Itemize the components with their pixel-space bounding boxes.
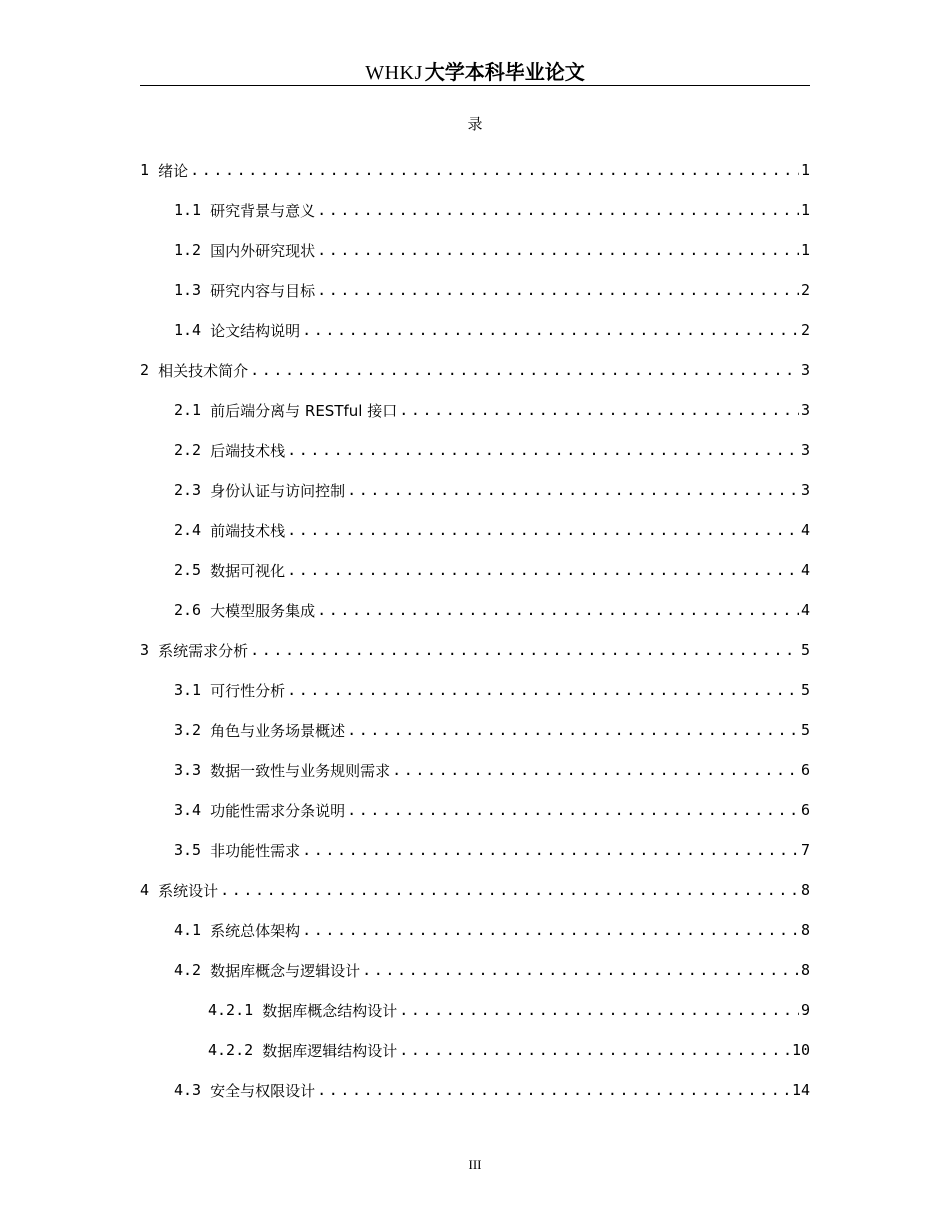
toc-entry-number: 4.1 [174, 921, 211, 939]
toc-entry-number: 1.1 [174, 201, 211, 219]
toc-entry[interactable] [140, 350, 810, 390]
toc-entry[interactable] [140, 910, 810, 950]
toc-entry-title: 功能性需求分条说明 [210, 801, 346, 820]
toc-entry[interactable] [140, 950, 810, 990]
toc-entry-page: 3 [800, 481, 810, 499]
toc-entry[interactable] [140, 310, 810, 350]
toc-entry[interactable] [140, 430, 810, 470]
toc-entry[interactable] [140, 710, 810, 750]
toc-leader-dots [302, 321, 799, 339]
toc-leader-dots [399, 1001, 799, 1019]
toc-leader-dots [362, 961, 799, 979]
toc-leader-dots [220, 881, 799, 899]
toc-entry[interactable] [140, 230, 810, 270]
header-title: 大学本科毕业论文 [424, 60, 585, 84]
toc-entry-page: 9 [800, 1001, 810, 1019]
toc-entry-number: 2.4 [174, 521, 211, 539]
toc-leader-dots [399, 401, 799, 419]
toc-leader-dots [287, 441, 799, 459]
toc-entry[interactable] [140, 1030, 810, 1070]
toc-leader-dots [317, 281, 799, 299]
toc-entry[interactable] [140, 190, 810, 230]
toc-title: 录 [467, 115, 483, 133]
toc-entry-title: 前端技术栈 [210, 521, 286, 540]
toc-entry[interactable] [140, 150, 810, 190]
toc-entry-number: 1.3 [174, 281, 211, 299]
toc-entry-page: 5 [800, 681, 810, 699]
toc-entry[interactable] [140, 270, 810, 310]
toc-entry[interactable] [140, 790, 810, 830]
toc-entry-page: 8 [800, 881, 810, 899]
header-rule [140, 85, 810, 86]
toc-entry-title: 可行性分析 [210, 681, 286, 700]
toc-entry-number: 2.5 [174, 561, 211, 579]
toc-entry-number: 3.1 [174, 681, 211, 699]
toc-leader-dots [317, 241, 799, 259]
toc-entry-number: 2.3 [174, 481, 211, 499]
toc-entry-title: 绪论 [158, 161, 189, 180]
toc-entry-number: 3.2 [174, 721, 211, 739]
toc-entry[interactable] [140, 830, 810, 870]
toc-entry-page: 6 [800, 801, 810, 819]
toc-leader-dots [190, 161, 799, 179]
toc-leader-dots [317, 601, 799, 619]
toc-entry[interactable] [140, 550, 810, 590]
toc-entry-page: 1 [800, 241, 810, 259]
toc-entry-page: 4 [800, 521, 810, 539]
toc-entry-title: 研究背景与意义 [210, 201, 316, 220]
toc-leader-dots [399, 1041, 790, 1059]
toc-entry-number: 3.3 [174, 761, 211, 779]
toc-entry-number: 2.2 [174, 441, 211, 459]
toc-entry-number: 2 [140, 361, 159, 379]
toc-entry-number: 4.2.2 [208, 1041, 263, 1059]
toc-entry-title: 大模型服务集成 [210, 601, 316, 620]
toc-entry[interactable] [140, 670, 810, 710]
toc-entry-number: 4.3 [174, 1081, 211, 1099]
toc-entry[interactable] [140, 590, 810, 630]
toc-entry-page: 3 [800, 441, 810, 459]
toc-leader-dots [287, 521, 799, 539]
toc-leader-dots [250, 641, 799, 659]
toc-entry-number: 1.2 [174, 241, 211, 259]
toc-entry-number: 3 [140, 641, 159, 659]
toc-leader-dots [347, 801, 799, 819]
toc-entry-title: 身份认证与访问控制 [210, 481, 346, 500]
toc-leader-dots [347, 481, 799, 499]
toc-entry-title: 国内外研究现状 [210, 241, 316, 260]
toc-leader-dots [287, 561, 799, 579]
toc-entry-title: 数据库概念结构设计 [262, 1001, 398, 1020]
toc-entry-number: 2.6 [174, 601, 211, 619]
toc-entry-page: 10 [791, 1041, 810, 1059]
toc-entry-page: 1 [800, 201, 810, 219]
toc-entry-page: 5 [800, 721, 810, 739]
toc-leader-dots [287, 681, 799, 699]
toc-entry-title: 角色与业务场景概述 [210, 721, 346, 740]
toc-entry-page: 4 [800, 601, 810, 619]
toc-entry[interactable] [140, 750, 810, 790]
toc-entry-title: 研究内容与目标 [210, 281, 316, 300]
toc-entry-title: 前后端分离与 RESTful 接口 [210, 401, 398, 420]
toc-leader-dots [302, 841, 799, 859]
toc-entry-page: 2 [800, 281, 810, 299]
toc-entry-page: 4 [800, 561, 810, 579]
toc-entry-title: 系统总体架构 [210, 921, 301, 940]
toc-leader-dots [347, 721, 799, 739]
toc-entry-number: 4.2.1 [208, 1001, 263, 1019]
toc-entry[interactable] [140, 870, 810, 910]
toc-entry[interactable] [140, 990, 810, 1030]
toc-entry[interactable] [140, 1070, 810, 1110]
toc-entry-title: 数据可视化 [210, 561, 286, 580]
toc-entry-page: 7 [800, 841, 810, 859]
toc-entry-title: 非功能性需求 [210, 841, 301, 860]
page-number-footer: III [468, 1157, 482, 1172]
toc-leader-dots [250, 361, 799, 379]
toc-entry-number: 4 [140, 881, 159, 899]
table-of-contents [140, 150, 810, 1110]
toc-entry-title: 数据一致性与业务规则需求 [210, 761, 391, 780]
toc-entry-page: 6 [800, 761, 810, 779]
toc-entry-number: 3.5 [174, 841, 211, 859]
toc-entry[interactable] [140, 510, 810, 550]
toc-entry-number: 2.1 [174, 401, 211, 419]
toc-entry-number: 4.2 [174, 961, 211, 979]
toc-entry[interactable] [140, 630, 810, 670]
toc-entry[interactable] [140, 470, 810, 510]
toc-entry-number: 1 [140, 161, 159, 179]
toc-entry-title: 系统需求分析 [158, 641, 249, 660]
toc-entry-page: 2 [800, 321, 810, 339]
toc-entry-title: 论文结构说明 [210, 321, 301, 340]
toc-leader-dots [317, 201, 799, 219]
toc-entry-title: 安全与权限设计 [210, 1081, 316, 1100]
toc-entry-title: 系统设计 [158, 881, 219, 900]
toc-entry-page: 5 [800, 641, 810, 659]
toc-entry-page: 8 [800, 921, 810, 939]
toc-entry-title: 数据库概念与逻辑设计 [210, 961, 361, 980]
toc-entry-title: 数据库逻辑结构设计 [262, 1041, 398, 1060]
toc-entry-page: 3 [800, 361, 810, 379]
toc-entry-number: 3.4 [174, 801, 211, 819]
toc-entry-page: 3 [800, 401, 810, 419]
toc-leader-dots [317, 1081, 790, 1099]
toc-entry-page: 1 [800, 161, 810, 179]
toc-entry-title: 相关技术简介 [158, 361, 249, 380]
header-latin: WHKJ [365, 62, 423, 84]
toc-entry-title: 后端技术栈 [210, 441, 286, 460]
toc-leader-dots [392, 761, 799, 779]
toc-entry-number: 1.4 [174, 321, 211, 339]
toc-entry-page: 8 [800, 961, 810, 979]
toc-entry[interactable] [140, 390, 810, 430]
toc-leader-dots [302, 921, 799, 939]
page-header [140, 58, 810, 87]
toc-entry-page: 14 [791, 1081, 810, 1099]
